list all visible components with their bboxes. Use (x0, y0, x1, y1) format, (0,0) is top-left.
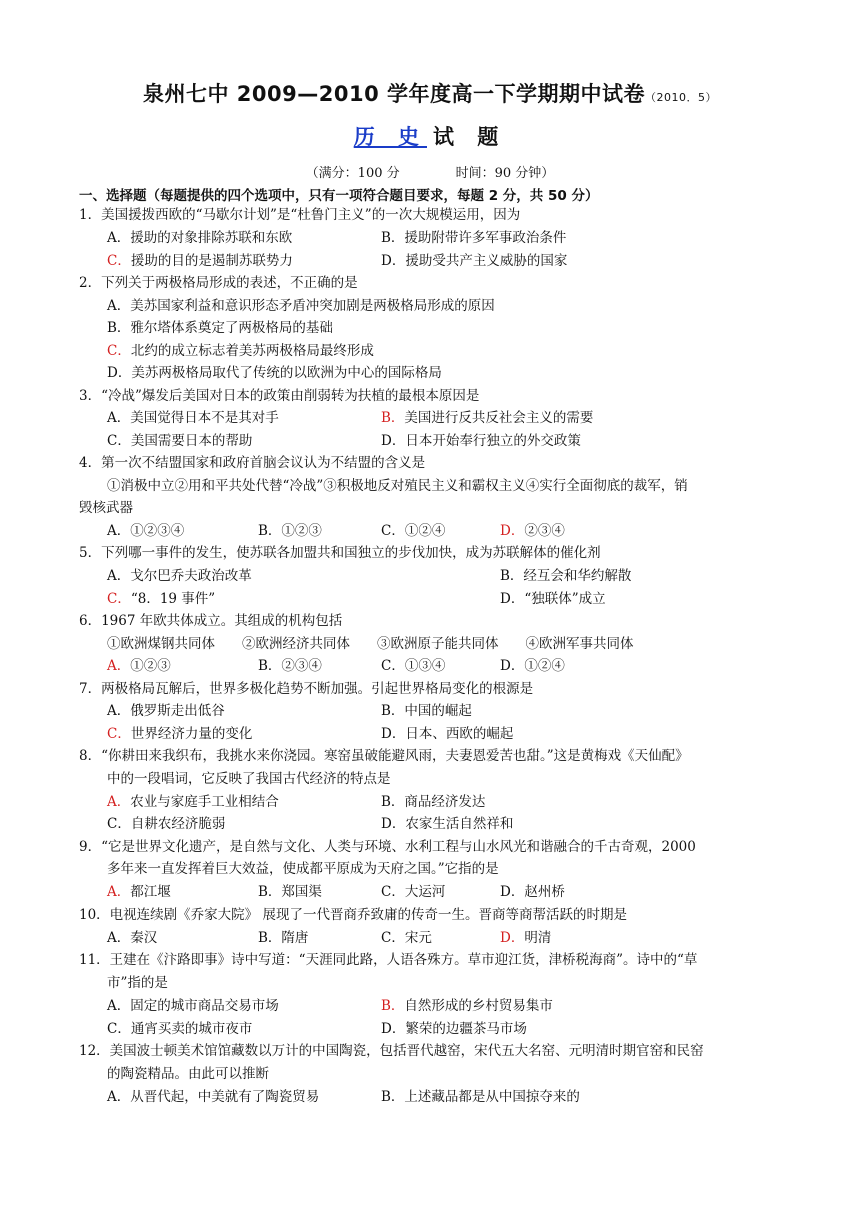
option-text: 美国需要日本的帮助 (130, 433, 253, 449)
option-letter: A． (107, 703, 131, 719)
exam-meta (0, 162, 860, 181)
answer-option[interactable] (107, 566, 252, 586)
option-letter: A． (107, 794, 131, 810)
option-letter: D． (381, 816, 406, 832)
answer-option[interactable] (258, 656, 322, 676)
answer-option[interactable] (381, 521, 445, 541)
question-stem-line: 毁核武器 (79, 500, 133, 516)
option-letter: B． (381, 410, 405, 426)
option-letter: A． (107, 410, 131, 426)
answer-option[interactable] (107, 724, 252, 744)
question-stem-line: 中的一段唱词，它反映了我国古代经济的特点是 (107, 771, 391, 787)
option-letter: A． (107, 998, 131, 1014)
option-letter: A． (107, 230, 131, 246)
option-text: ②③④ (524, 523, 565, 539)
answer-option[interactable] (107, 792, 279, 812)
option-letter: A． (107, 568, 131, 584)
question-stem-line: 2．下列关于两极格局形成的表述，不正确的是 (79, 275, 358, 291)
answer-option[interactable] (107, 882, 171, 902)
option-text: 都江堰 (130, 884, 171, 900)
option-letter: B． (107, 320, 131, 336)
option-letter: C． (107, 591, 131, 607)
subject-link[interactable]: 历 史 (353, 125, 427, 149)
answer-option[interactable] (500, 566, 631, 586)
answer-option[interactable] (381, 1019, 527, 1039)
option-text: 农业与家庭手工业相结合 (130, 794, 279, 810)
page-title (0, 78, 860, 108)
subject-suffix: 试 题 (433, 125, 507, 149)
answer-option[interactable] (500, 928, 551, 948)
question-stem-line: 4．第一次不结盟国家和政府首脑会议认为不结盟的含义是 (79, 455, 426, 471)
option-text: 日本、西欧的崛起 (405, 726, 514, 742)
option-letter: D． (500, 884, 525, 900)
option-letter: B． (500, 568, 524, 584)
option-letter: C． (381, 884, 405, 900)
option-text: 雅尔塔体系奠定了两极格局的基础 (130, 320, 333, 336)
option-text: 秦汉 (130, 930, 158, 946)
answer-option[interactable] (381, 408, 593, 428)
option-text: 自耕农经济脆弱 (130, 816, 226, 832)
question-stem-line: ①消极中立②用和平共处代替“冷战”③积极地反对殖民主义和霸权主义④实行全面彻底的裁军，销 (107, 478, 688, 494)
option-letter: D． (381, 433, 406, 449)
option-letter: B． (381, 703, 405, 719)
option-text: 从晋代起，中美就有了陶瓷贸易 (130, 1089, 320, 1105)
question-stem-line: 市”指的是 (107, 975, 168, 991)
option-letter: B． (381, 1089, 405, 1105)
question-stem-line: 的陶瓷精品。由此可以推断 (107, 1066, 269, 1082)
option-text: 援助附带许多军事政治条件 (404, 230, 567, 246)
option-text: 农家生活自然祥和 (405, 816, 514, 832)
answer-option[interactable] (107, 431, 252, 451)
option-text: 戈尔巴乔夫政治改革 (130, 568, 252, 584)
question-stem-line: 8．“你耕田来我织布，我挑水来你浇园。寒窑虽破能避风雨，夫妻恩爱苦也甜。”这是黄梅戏《天仙配》 (79, 748, 689, 764)
question-stem-line: ①欧洲煤钢共同体 ②欧洲经济共同体 ③欧洲原子能共同体 ④欧洲军事共同体 (107, 636, 634, 652)
option-text: 商品经济发达 (404, 794, 486, 810)
option-text: 美苏国家利益和意识形态矛盾冲突加剧是两极格局形成的原因 (130, 298, 495, 314)
option-text: ①②③④ (130, 523, 185, 539)
answer-option[interactable] (500, 656, 565, 676)
option-letter: B． (381, 230, 405, 246)
option-letter: A． (107, 1089, 131, 1105)
answer-option[interactable] (381, 228, 566, 248)
option-letter: D． (500, 523, 525, 539)
option-text: 中国的崛起 (404, 703, 472, 719)
option-letter: A． (107, 658, 131, 674)
option-letter: B． (258, 658, 282, 674)
question-stem-line: 6．1967 年欧共体成立。其组成的机构包括 (79, 613, 343, 629)
option-text: “独联体”成立 (524, 591, 606, 607)
exam-time: 时间：90 分钟） (455, 166, 555, 181)
option-text: “8．19 事件” (130, 591, 216, 607)
option-letter: A． (107, 523, 131, 539)
option-letter: B． (381, 998, 405, 1014)
answer-option[interactable] (381, 996, 553, 1016)
option-text: 美国进行反共反社会主义的需要 (404, 410, 594, 426)
option-text: 隋唐 (281, 930, 309, 946)
option-letter: C． (107, 816, 131, 832)
question-stem-line: 12．美国波士顿美术馆馆藏数以万计的中国陶瓷，包括晋代越窑，宋代五大名窑、元明清时期官窑和民窑 (79, 1043, 704, 1059)
answer-option[interactable] (107, 996, 279, 1016)
answer-option[interactable] (107, 296, 495, 316)
option-text: 繁荣的边疆茶马市场 (405, 1021, 527, 1037)
answer-option[interactable] (107, 656, 171, 676)
answer-option[interactable] (381, 792, 485, 812)
option-text: 世界经济力量的变化 (130, 726, 253, 742)
subject-heading (0, 121, 860, 151)
option-text: ①③④ (404, 658, 446, 674)
option-text: 经互会和华约解散 (523, 568, 632, 584)
option-letter: D． (381, 1021, 406, 1037)
option-text: 明清 (524, 930, 552, 946)
option-text: 美苏两极格局取代了传统的以欧洲为中心的国际格局 (131, 365, 442, 381)
answer-option[interactable] (107, 521, 184, 541)
answer-option[interactable] (107, 341, 374, 361)
question-stem-line: 多年来一直发挥着巨大效益，使成都平原成为天府之国。”它指的是 (107, 861, 499, 877)
option-text: ②③④ (281, 658, 322, 674)
option-text: ①②④ (404, 523, 446, 539)
question-stem-line: 10．电视连续剧《乔家大院》 展现了一代晋商乔致庸的传奇一生。晋商等商帮活跃的时期是 (79, 907, 627, 923)
option-text: 上述藏品都是从中国掠夺来的 (404, 1089, 580, 1105)
option-text: 美国觉得日本不是其对手 (130, 410, 279, 426)
answer-option[interactable] (107, 814, 225, 834)
option-letter: D． (500, 591, 525, 607)
answer-option[interactable] (107, 701, 225, 721)
option-text: ①②④ (524, 658, 565, 674)
option-text: 自然形成的乡村贸易集市 (404, 998, 553, 1014)
answer-option[interactable] (107, 589, 215, 609)
question-stem-line: 7．两极格局瓦解后，世界多极化趋势不断加强。引起世界格局变化的根源是 (79, 681, 534, 697)
answer-option[interactable] (107, 318, 333, 338)
option-text: 通宵买卖的城市夜市 (130, 1021, 253, 1037)
option-letter: C． (381, 658, 405, 674)
option-letter: D． (381, 726, 406, 742)
option-letter: C． (107, 433, 131, 449)
option-letter: D． (381, 253, 406, 269)
full-score: （满分：100 分 (305, 166, 400, 181)
answer-option[interactable] (107, 408, 279, 428)
option-letter: D． (500, 658, 525, 674)
answer-option[interactable] (381, 431, 581, 451)
option-text: 宋元 (404, 930, 432, 946)
option-text: 大运河 (404, 884, 446, 900)
question-stem-line: 9．“它是世界文化遗产，是自然与文化、人类与环境、水利工程与山水风光和谐融合的千古奇观，2000 (79, 839, 696, 855)
option-text: ①②③ (281, 523, 322, 539)
answer-option[interactable] (258, 928, 308, 948)
answer-option[interactable] (500, 589, 606, 609)
option-text: 俄罗斯走出低谷 (130, 703, 225, 719)
option-letter: B． (258, 930, 282, 946)
answer-option[interactable] (107, 1019, 252, 1039)
option-text: ①②③ (130, 658, 171, 674)
option-letter: C． (381, 930, 405, 946)
answer-option[interactable] (107, 928, 157, 948)
answer-option[interactable] (258, 521, 322, 541)
option-letter: C． (381, 523, 405, 539)
option-text: 北约的成立标志着美苏两极格局最终形成 (130, 343, 374, 359)
option-text: 援助受共产主义威胁的国家 (405, 253, 568, 269)
exam-date: （2010．5） (645, 91, 717, 104)
question-stem-line: 5．下列哪一事件的发生，使苏联各加盟共和国独立的步伐加快，成为苏联解体的催化剂 (79, 545, 601, 561)
option-letter: B． (381, 794, 405, 810)
option-letter: C． (107, 726, 131, 742)
answer-option[interactable] (500, 882, 565, 902)
option-letter: C． (107, 1021, 131, 1037)
answer-option[interactable] (381, 814, 513, 834)
option-text: 援助的目的是遏制苏联势力 (130, 253, 293, 269)
answer-option[interactable] (381, 882, 445, 902)
option-letter: C． (107, 253, 131, 269)
option-letter: A． (107, 298, 131, 314)
option-text: 援助的对象排除苏联和东欧 (130, 230, 293, 246)
question-stem-line: 3．“冷战”爆发后美国对日本的政策由削弱转为扶植的最根本原因是 (79, 388, 480, 404)
answer-option[interactable] (258, 882, 322, 902)
answer-option[interactable] (107, 363, 442, 383)
option-text: 日本开始奉行独立的外交政策 (405, 433, 581, 449)
option-text: 赵州桥 (524, 884, 565, 900)
answer-option[interactable] (381, 1087, 580, 1107)
option-letter: A． (107, 930, 131, 946)
option-letter: B． (258, 884, 282, 900)
option-text: 固定的城市商品交易市场 (130, 998, 279, 1014)
answer-option[interactable] (107, 228, 292, 248)
answer-option[interactable] (500, 521, 565, 541)
question-stem-line: 1．美国援拨西欧的“马歇尔计划”是“杜鲁门主义”的一次大规模运用，因为 (79, 207, 521, 223)
question-stem-line: 11．王建在《汴路即事》诗中写道：“天涯同此路，人语各殊方。草市迎江货，津桥税海商”。诗中的“草 (79, 952, 698, 968)
answer-option[interactable] (107, 251, 293, 271)
answer-option[interactable] (381, 724, 513, 744)
section-title: 一、选择题（每题提供的四个选项中，只有一项符合题目要求，每题 2 分，共 50 分） (79, 188, 599, 204)
exam-title: 泉州七中 2009—2010 学年度高一下学期期中试卷 (142, 82, 645, 106)
answer-option[interactable] (381, 928, 432, 948)
answer-option[interactable] (107, 1087, 319, 1107)
option-letter: A． (107, 884, 131, 900)
option-letter: D． (500, 930, 525, 946)
answer-option[interactable] (381, 701, 472, 721)
option-letter: D． (107, 365, 132, 381)
option-letter: C． (107, 343, 131, 359)
option-text: 郑国渠 (281, 884, 322, 900)
option-letter: B． (258, 523, 282, 539)
answer-option[interactable] (381, 251, 567, 271)
answer-option[interactable] (381, 656, 445, 676)
